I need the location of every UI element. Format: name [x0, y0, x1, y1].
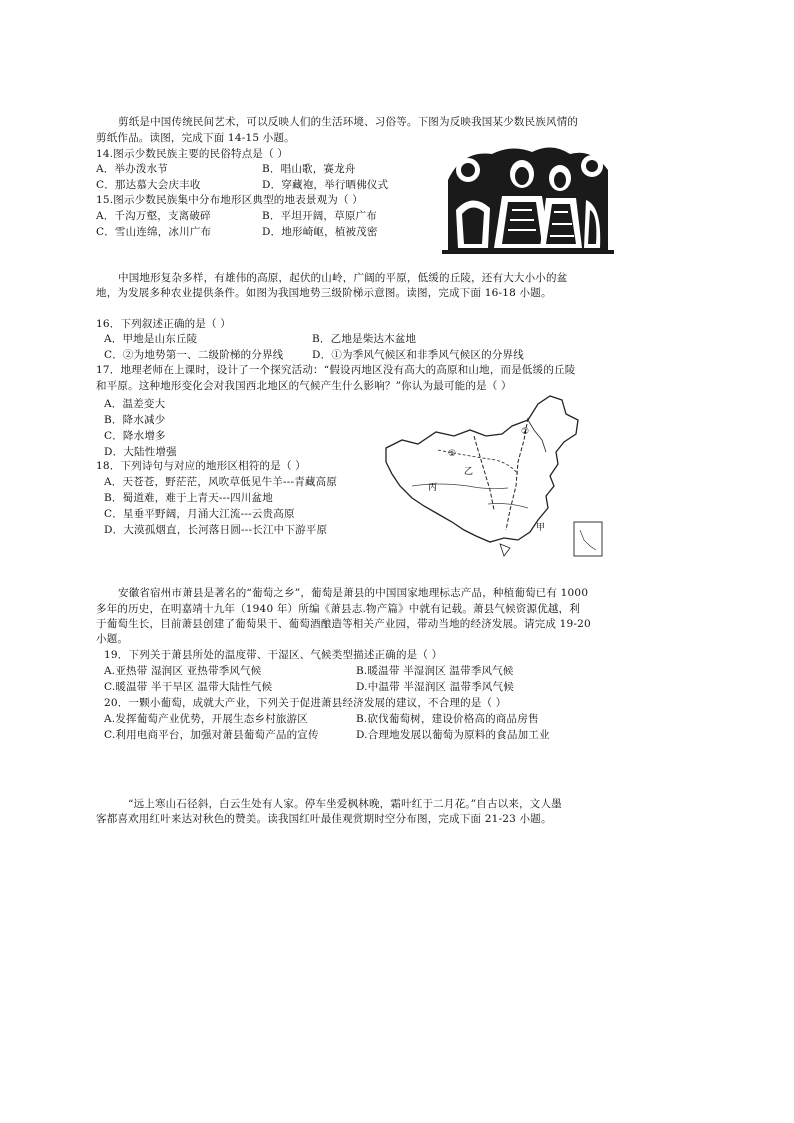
- q19-option-d[interactable]: D.中温带 半湿润区 温带季风气候: [356, 681, 514, 693]
- q15-option-b[interactable]: B．平坦开阔，草原广布: [262, 210, 377, 222]
- q15-option-c[interactable]: C．雪山连绵，冰川广布: [96, 226, 212, 238]
- q15-option-d[interactable]: D．地形崎岖，植被茂密: [262, 226, 378, 238]
- q17-option-c[interactable]: C．降水增多: [104, 430, 166, 442]
- q19-stem: 19．下列关于萧县所处的温度带、干湿区、气候类型描述正确的是（ ）: [104, 649, 443, 661]
- paper-cut-image: [442, 140, 614, 258]
- q20-option-c[interactable]: C.利用电商平台，加强对萧县葡萄产品的宣传: [104, 729, 319, 741]
- intro3-line1: 安徽省宿州市萧县是著名的“葡萄之乡”，葡萄是萧县的中国国家地理标志产品，种植葡萄已有 1000: [118, 587, 589, 599]
- q14-option-a[interactable]: A．举办泼水节: [96, 163, 168, 175]
- q15-stem: 15.图示少数民族集中分布地形区典型的地表景观为（ ）: [96, 194, 363, 206]
- q18-option-c[interactable]: C．星垂平野阔，月涌大江流---云贵高原: [104, 508, 295, 520]
- q16-option-a[interactable]: A．甲地是山东丘陵: [104, 333, 198, 345]
- q18-stem: 18．下列诗句与对应的地形区相符的是（ ）: [96, 460, 306, 472]
- intro3-line2: 多年的历史，在明嘉靖十九年（1940 年）所编《萧县志.物产篇》中就有记载。萧县气候资源优越，利: [96, 603, 580, 615]
- intro2-line2: 地，为发展多种农业提供条件。如图为我国地势三级阶梯示意图。读图，完成下面 16-18 小题。: [96, 287, 552, 299]
- q20-option-d[interactable]: D.合理地发展以葡萄为原料的食品加工业: [356, 729, 550, 741]
- q20-stem: 20．一颗小葡萄，成就大产业，下列关于促进萧县经济发展的建议，不合理的是（ ）: [104, 697, 507, 709]
- q14-option-c[interactable]: C．那达慕大会庆丰收: [96, 179, 201, 191]
- q19-option-a[interactable]: A.亚热带 湿润区 亚热带季风气候: [104, 665, 262, 677]
- q19-option-c[interactable]: C.暖温带 半干旱区 温带大陆性气候: [104, 681, 273, 693]
- intro1-line1: 剪纸是中国传统民间艺术，可以反映人们的生活环境、习俗等。下图为反映我国某少数民族风情的: [118, 116, 579, 128]
- q16-option-c[interactable]: C．②为地势第一、二级阶梯的分界线: [104, 349, 284, 361]
- q18-option-b[interactable]: B．蜀道难，难于上青天---四川盆地: [104, 492, 273, 504]
- q17-line1: 17．地理老师在上课时，设计了一个探究活动：“假设丙地区没有高大的高原和山地，而是低缓的丘陵: [96, 364, 576, 376]
- q17-option-d[interactable]: D．大陆性增强: [104, 446, 177, 458]
- q14-option-d[interactable]: D．穿藏袍，举行晒佛仪式: [262, 179, 389, 191]
- q14-option-b[interactable]: B．唱山歌，赛龙舟: [262, 163, 356, 175]
- map-label-bing: 丙: [428, 483, 438, 493]
- intro3-line3: 于葡萄生长，目前萧县创建了葡萄果干、葡萄酒酿造等相关产业园，带动当地的经济发展。请完成 19-20: [96, 618, 591, 630]
- china-terrain-map: [378, 390, 608, 562]
- q17-line2: 和平原。这种地形变化会对我国西北地区的气候产生什么影响？”你认为最可能的是（ ）: [96, 380, 512, 392]
- map-label-1: ①: [448, 449, 457, 459]
- q16-option-d[interactable]: D．①为季风气候区和非季风气候区的分界线: [312, 349, 524, 361]
- intro4-line1: “远上寒山石径斜，白云生处有人家。停车坐爱枫林晚，霜叶红于二月花。”自古以来，文人墨: [128, 798, 562, 810]
- intro2-line1: 中国地形复杂多样，有雄伟的高原，起伏的山岭，广阔的平原，低缓的丘陵，还有大大小小的盆: [118, 272, 568, 284]
- q15-option-a[interactable]: A．千沟万壑，支离破碎: [96, 210, 211, 222]
- q18-option-a[interactable]: A．天苍苍，野茫茫，风吹草低见牛羊---青藏高原: [104, 476, 338, 488]
- map-label-2: ②: [521, 427, 530, 437]
- intro1-line2: 剪纸作品。读图，完成下面 14-15 小题。: [96, 132, 295, 144]
- china-map-svg: [378, 390, 608, 562]
- q16-stem: 16．下列叙述正确的是（ ）: [96, 318, 231, 330]
- q20-option-b[interactable]: B.砍伐葡萄树，建设价格高的商品房售: [356, 713, 539, 725]
- q18-option-d[interactable]: D．大漠孤烟直，长河落日圆---长江中下游平原: [104, 524, 328, 536]
- paper-cut-illustration: [442, 140, 614, 258]
- map-label-yi: 乙: [464, 467, 474, 477]
- q14-stem: 14.图示少数民族主要的民俗特点是（ ）: [96, 148, 289, 160]
- map-label-jia: 甲: [536, 523, 546, 533]
- intro4-line2: 客都喜欢用红叶来达对秋色的赞美。读我国红叶最佳观赏期时空分布图，完成下面 21-23 小题。: [96, 813, 552, 825]
- q17-option-a[interactable]: A．温差变大: [104, 398, 166, 410]
- intro3-line4: 小题。: [96, 633, 129, 645]
- q20-option-a[interactable]: A.发挥葡萄产业优势，开展生态乡村旅游区: [104, 713, 308, 725]
- q19-option-b[interactable]: B.暖温带 半湿润区 温带季风气候: [356, 665, 514, 677]
- q16-option-b[interactable]: B．乙地是柴达木盆地: [312, 333, 417, 345]
- q17-option-b[interactable]: B．降水减少: [104, 414, 166, 426]
